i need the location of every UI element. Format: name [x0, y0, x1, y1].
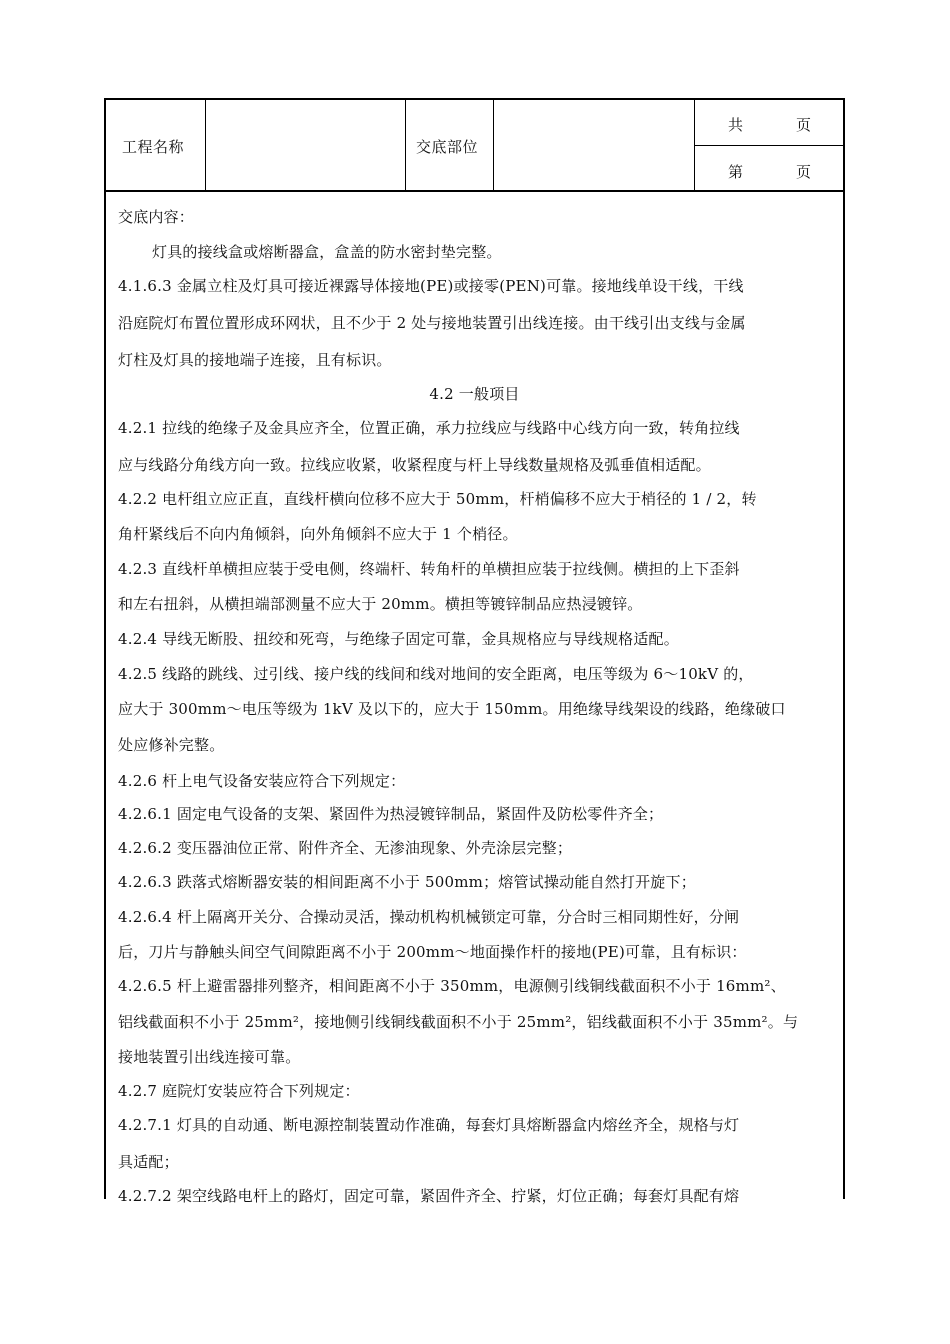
form-header: [106, 100, 843, 192]
content-line: 4.2.6.5 杆上避雷器排列整齐，相间距离不小于 350mm，电源侧引线铜线截面积不小于 16mm²、: [118, 977, 786, 995]
handover-form: [104, 98, 845, 1205]
content-line: 4.2.6.1 固定电气设备的支架、紧固件为热浸镀锌制品，紧固件及防松零件齐全；: [118, 805, 664, 823]
page-suffix: 页: [796, 163, 812, 181]
content-line: 4.1.6.3 金属立柱及灯具可接近裸露导体接地(PE)或接零(PEN)可靠。接地线单设干线，干线: [118, 277, 744, 295]
content-line: 后，刀片与静触头间空气间隙距离不小于 200mm～地面操作杆的接地(PE)可靠，且有标识：: [118, 943, 747, 961]
content-line: 角杆紧线后不向内角倾斜，向外角倾斜不应大于 1 个梢径。: [118, 525, 518, 543]
content-heading: 交底内容：: [118, 208, 195, 226]
content-line: 4.2.2 电杆组立应正直，直线杆横向位移不应大于 50mm，杆梢偏移不应大于梢径的 1 / 2，转: [118, 490, 757, 508]
content-line: 4.2.6.4 杆上隔离开关分、合操动灵活，操动机构机械锁定可靠，分合时三相同期性好，分闸: [118, 908, 740, 926]
divider: [493, 100, 494, 192]
section-heading: 4.2 一般项目: [429, 385, 520, 403]
content-line: 灯柱及灯具的接地端子连接，且有标识。: [118, 351, 392, 369]
content-line: 沿庭院灯布置位置形成环网状，且不少于 2 处与接地装置引出线连接。由干线引出支线与金属: [118, 314, 746, 332]
divider: [694, 145, 843, 146]
content-line: 和左右扭斜，从横担端部测量不应大于 20mm。横担等镀锌制品应热浸镀锌。: [118, 595, 643, 613]
content-line: 4.2.7.2 架空线路电杆上的路灯，固定可靠，紧固件齐全、拧紧，灯位正确；每套灯具配有熔: [118, 1187, 740, 1205]
total-label: 共: [728, 116, 744, 134]
content-line: 4.2.1 拉线的绝缘子及金具应齐全，位置正确，承力拉线应与线路中心线方向一致，转角拉线: [118, 419, 740, 437]
content-line: 4.2.3 直线杆单横担应装于受电侧，终端杆、转角杆的单横担应装于拉线侧。横担的上下歪斜: [118, 560, 740, 578]
divider: [694, 100, 695, 192]
content-line: 铝线截面积不小于 25mm²，接地侧引线铜线截面积不小于 25mm²，铝线截面积不小于 35mm²。与: [118, 1013, 799, 1031]
content-line: 应与线路分角线方向一致。拉线应收紧，收紧程度与杆上导线数量规格及弧垂值相适配。: [118, 456, 711, 474]
content-line: 4.2.4 导线无断股、扭绞和死弯，与绝缘子固定可靠，金具规格应与导线规格适配。: [118, 630, 679, 648]
project-name-label: 工程名称: [122, 138, 185, 156]
content-line: 处应修补完整。: [118, 736, 225, 754]
content-line: 具适配；: [118, 1153, 179, 1171]
content-line: 4.2.6 杆上电气设备安装应符合下列规定：: [118, 772, 406, 790]
content-line: 应大于 300mm～电压等级为 1kV 及以下的，应大于 150mm。用绝缘导线架设的线路，绝缘破口: [118, 700, 786, 718]
content-line: 灯具的接线盒或熔断器盒，盒盖的防水密封垫完整。: [152, 243, 502, 261]
content-line: 4.2.6.2 变压器油位正常、附件齐全、无渗油现象、外壳涂层完整；: [118, 839, 573, 857]
location-label: 交底部位: [416, 138, 479, 156]
total-pages-suffix: 页: [796, 116, 812, 134]
divider: [205, 100, 206, 192]
content-line: 4.2.5 线路的跳线、过引线、接户线的线间和线对地间的安全距离，电压等级为 6～10kV 的，: [118, 665, 754, 683]
content-line: 4.2.7.1 灯具的自动通、断电源控制装置动作准确，每套灯具熔断器盒内熔丝齐全，规格与灯: [118, 1116, 740, 1134]
divider: [405, 100, 406, 192]
content-line: 4.2.7 庭院灯安装应符合下列规定：: [118, 1082, 360, 1100]
page-label: 第: [728, 163, 744, 181]
content-line: 4.2.6.3 跌落式熔断器安装的相间距离不小于 500mm；熔管试操动能自然打开旋下；: [118, 873, 696, 891]
content-line: 接地装置引出线连接可靠。: [118, 1048, 301, 1066]
